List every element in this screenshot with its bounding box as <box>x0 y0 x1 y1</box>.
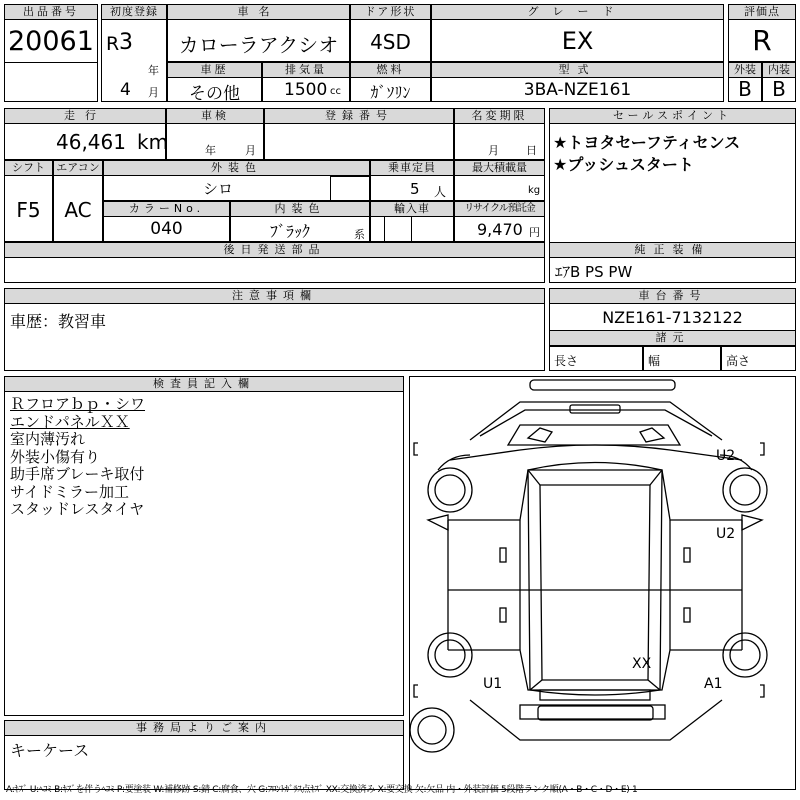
int-score-label: 内装 <box>762 62 796 78</box>
first-reg-month-unit: 月 <box>148 86 159 99</box>
aircon-value: AC <box>64 198 92 222</box>
disp-value: 1500 <box>284 80 328 100</box>
mark-u1-rear-left: U1 <box>483 676 503 692</box>
inspection-year-unit: 年 <box>205 144 216 157</box>
sales-point-1: ★トヨタセーフティセンス <box>553 133 741 152</box>
lot-number: 20061 <box>8 26 94 57</box>
reg-number-label: 登録番号 <box>264 108 454 124</box>
ext-color-value: シロ <box>202 180 233 198</box>
capacity-unit: 人 <box>434 185 447 199</box>
color-no-value: 040 <box>150 219 183 239</box>
model-label: 型式 <box>431 62 724 78</box>
inspector-line: 助手席ブレーキ取付 <box>10 465 145 483</box>
office-value: キーケース <box>10 741 90 760</box>
first-reg-month: 4 <box>120 80 131 100</box>
grade-value: EX <box>561 27 594 55</box>
inspector-line: Ｒフロアｂｐ・シワ <box>10 395 146 413</box>
mileage-value: 46,461 <box>56 130 126 154</box>
dims-length: 長さ <box>554 354 579 368</box>
model-value: 3BA-NZE161 <box>523 80 632 100</box>
ext-score-value: B <box>738 77 752 101</box>
ext-color-label: 外装色 <box>103 160 370 176</box>
mark-u2-door-right: U2 <box>716 526 736 542</box>
int-score-value: B <box>772 77 786 101</box>
max-load-label: 最大積載量 <box>454 160 545 176</box>
int-color-suffix: 系 <box>354 228 365 241</box>
mileage-unit: km <box>137 130 169 154</box>
later-parts-label: 後日発送部品 <box>4 242 545 258</box>
disp-label: 排気量 <box>262 62 350 78</box>
first-reg-label: 初度登録 <box>101 4 167 20</box>
name-change-month-unit: 月 <box>488 144 499 157</box>
shift-value: F5 <box>16 198 41 222</box>
name-change-day-unit: 日 <box>526 144 537 157</box>
dims-label: 諸元 <box>549 330 796 346</box>
inspector-line: エンドパネルＸＸ <box>10 412 130 431</box>
dims-width: 幅 <box>648 354 661 368</box>
inspection-month-unit: 月 <box>245 144 256 157</box>
mark-xx-rear: XX <box>632 656 652 672</box>
first-reg-year: 3 <box>119 30 133 55</box>
shift-label: シフト <box>4 160 53 176</box>
recycle-label: リサイクル預託金 <box>454 201 545 217</box>
mark-u2-front-right: U2 <box>716 448 736 464</box>
dims-height: 高さ <box>726 354 751 368</box>
score-label: 評価点 <box>728 4 796 20</box>
lot-label: 出品番号 <box>4 4 98 20</box>
ext-score-label: 外装 <box>728 62 762 78</box>
mark-a1-rear-right: A1 <box>704 676 723 692</box>
office-label: 事務局よりご案内 <box>4 720 404 736</box>
door-value: 4SD <box>370 30 411 54</box>
capacity-value: 5 <box>410 180 420 198</box>
chassis-value: NZE161-7132122 <box>602 308 743 327</box>
fuel-value: ｶﾞｿﾘﾝ <box>370 83 411 102</box>
inspector-label: 検査員記入欄 <box>4 376 404 392</box>
notes-label: 注意事項欄 <box>4 288 545 304</box>
inspector-line: サイドミラー加工 <box>10 482 129 501</box>
fuel-label: 燃料 <box>350 62 431 78</box>
history-value: その他 <box>189 84 240 104</box>
inspector-line: 外装小傷有り <box>10 447 101 466</box>
aircon-label: エアコン <box>53 160 103 176</box>
grade-label: グレード <box>431 4 724 20</box>
car-name-value: カローラアクシオ <box>178 33 339 57</box>
legend: A:ｷｽﾞ U:ﾍｺﾐ B:ｷｽﾞを伴うﾍｺﾐ P:要塗装 W:補修跡 S:錆 C:腐食、穴 G:ﾌﾛﾝﾄｶﾞﾗｽ点ｷｽﾞ XX:交換済み X:要交換 欠:欠品 内・外装評価 5段階ランク順(A・B・C・D・E) 1 <box>6 785 638 795</box>
genuine-value: ｴｱB PS PW <box>555 263 633 281</box>
score-value: R <box>752 24 772 57</box>
genuine-label: 純正装備 <box>549 242 796 258</box>
first-reg-era: R <box>106 33 120 55</box>
first-reg-year-unit: 年 <box>148 64 159 77</box>
inspection-label: 車検 <box>166 108 264 124</box>
history-label: 車歴 <box>167 62 262 78</box>
door-label: ドア形状 <box>350 4 431 20</box>
sales-label: セールスポイント <box>549 108 796 124</box>
int-color-value: ﾌﾞﾗｯｸ <box>270 222 311 241</box>
int-color-label: 内装色 <box>230 201 370 217</box>
name-change-label: 名変期限 <box>454 108 545 124</box>
car-name-label: 車名 <box>167 4 350 20</box>
chassis-label: 車台番号 <box>549 288 796 304</box>
inspector-line: 室内薄汚れ <box>10 430 86 448</box>
sales-point-2: ★プッシュスタート <box>553 155 694 174</box>
disp-unit: cc <box>330 86 341 97</box>
inspector-line: スタッドレスタイヤ <box>10 500 145 518</box>
recycle-value: 9,470 <box>477 220 523 239</box>
mileage-label: 走行 <box>4 108 166 124</box>
color-no-label: カラーNo. <box>103 201 230 217</box>
notes-value: 車歴：教習車 <box>10 312 107 331</box>
recycle-unit: 円 <box>529 226 540 239</box>
import-label: 輸入車 <box>370 201 454 217</box>
capacity-label: 乗車定員 <box>370 160 454 176</box>
max-load-unit: kg <box>528 185 541 196</box>
